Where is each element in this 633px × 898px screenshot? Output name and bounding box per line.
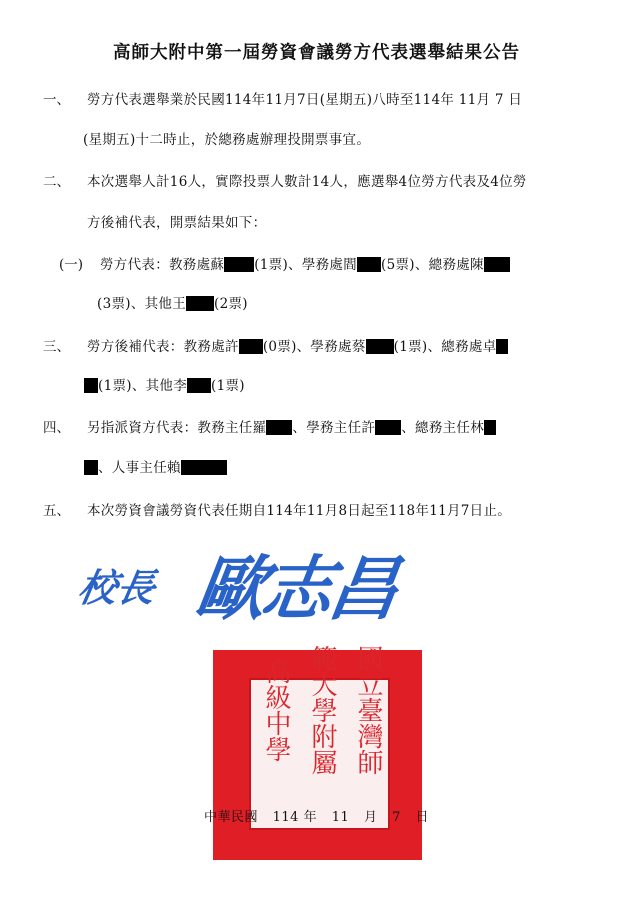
official-seal [213, 645, 422, 860]
item-text: 本次選舉人計16人，實際投票人數計14人，應選舉4位勞方代表及4位勞 [87, 174, 527, 190]
date-month-unit: 月 [363, 810, 378, 825]
date-prefix: 中華民國 [203, 810, 258, 825]
text-segment: 、總務主任林 [401, 420, 485, 436]
item-text [87, 416, 496, 436]
item-number: 四、 [43, 420, 70, 436]
item-text [84, 374, 245, 394]
redaction-block [84, 378, 98, 393]
item-text: (星期五)十二時止，於總務處辦理投開票事宜。 [83, 132, 371, 148]
date-month: 11 [331, 810, 350, 825]
redaction-block [181, 460, 227, 475]
svg-text:高級中學: 高級中學 [261, 658, 291, 762]
item-text [97, 292, 248, 312]
text-segment: (1票)、其他李 [98, 378, 188, 394]
redaction-block [496, 339, 508, 354]
item-number: 三、 [43, 339, 70, 355]
item-number: 一、 [43, 92, 70, 108]
redaction-block [186, 296, 214, 311]
text-segment: 勞方代表：教務處蘇 [100, 257, 225, 273]
signature-name: 歐志昌 [190, 547, 401, 630]
issue-date [0, 806, 633, 825]
redaction-block [187, 378, 211, 393]
text-segment: 勞方後補代表：教務處許 [87, 339, 239, 355]
text-segment: (2票) [214, 296, 248, 312]
item-number: 五、 [43, 503, 70, 519]
date-day-unit: 日 [415, 810, 430, 825]
redaction-block [84, 460, 98, 475]
text-segment: 、學務主任許 [292, 420, 376, 436]
redaction-block [484, 257, 510, 272]
text-segment: (1票) [211, 378, 245, 394]
svg-text:範大學附屬: 範大學附屬 [307, 645, 337, 775]
redaction-block [484, 420, 496, 435]
item-text: 方後補代表，開票結果如下： [87, 215, 267, 231]
text-segment: 、人事主任賴 [98, 460, 181, 476]
item-text [87, 335, 508, 355]
redaction-block [357, 257, 381, 272]
item-text: 勞方代表選舉業於民國114年11月7日(星期五)八時至114年 11月 7 日 [87, 92, 523, 108]
date-day: 7 [392, 810, 401, 825]
item-number: (一) [59, 257, 84, 273]
item-text: 本次勞資會議勞資代表任期自114年11月8日起至118年11月7日止。 [87, 503, 512, 519]
text-segment: (0票)、學務處蔡 [262, 339, 366, 355]
text-segment: 另指派資方代表：教務主任羅 [87, 420, 267, 436]
signature-image [74, 535, 406, 635]
redaction-block [239, 339, 263, 354]
redaction-block [224, 257, 254, 272]
text-segment: (3票)、其他王 [97, 296, 187, 312]
text-segment: (1票)、總務處卓 [393, 339, 497, 355]
redaction-block [266, 420, 292, 435]
text-segment: (1票)、學務處閻 [254, 257, 358, 273]
svg-text:國立臺灣師: 國立臺灣師 [353, 645, 383, 775]
redaction-block [375, 420, 401, 435]
item-text [84, 456, 227, 476]
redaction-block [366, 339, 394, 354]
date-year: 114 [272, 810, 299, 825]
item-number: 二、 [43, 174, 70, 190]
principal-signature [74, 535, 406, 635]
signature-role: 校長 [74, 566, 159, 611]
text-segment: (5票)、總務處陳 [381, 257, 484, 273]
page-title: 高師大附中第一屆勞資會議勞方代表選舉結果公告 [113, 43, 520, 63]
date-year-unit: 年 [303, 810, 318, 825]
item-text [100, 253, 510, 273]
